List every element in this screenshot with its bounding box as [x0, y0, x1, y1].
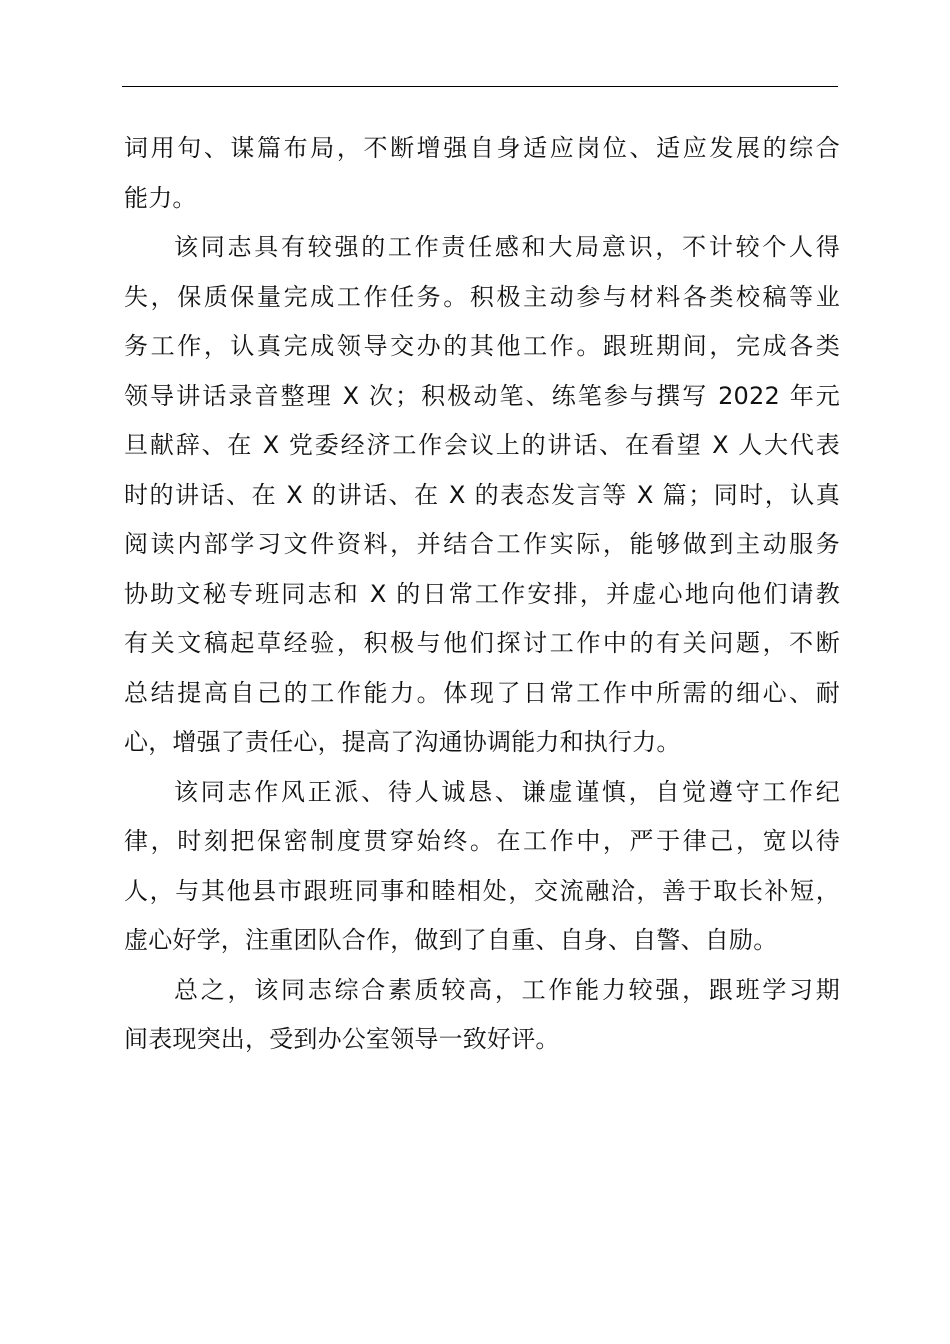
- paragraph-line: 人，与其他县市跟班同事和睦相处，交流融洽，善于取长补短，: [124, 876, 840, 905]
- paragraph-line: 律，时刻把保密制度贯穿始终。在工作中，严于律己，宽以待: [124, 827, 840, 855]
- header-rule: [122, 86, 838, 87]
- paragraph-3: [124, 768, 840, 966]
- paragraph-line: 心，增强了责任心，提高了沟通协调能力和执行力。: [124, 728, 681, 756]
- paragraph-line: 时的讲话、在 X 的讲话、在 X 的表态发言等 X 篇；同时，认真: [124, 480, 840, 509]
- paragraph-line: 词用句、谋篇布局，不断增强自身适应岗位、适应发展的综合: [124, 134, 840, 162]
- paragraph-2: [124, 223, 840, 768]
- paragraph-line: 总之，该同志综合素质较高，工作能力较强，跟班学习期: [174, 975, 840, 1004]
- paragraph-line: 领导讲话录音整理 X 次；积极动笔、练笔参与撰写 2022 年元: [124, 381, 840, 410]
- paragraph-line: 协助文秘专班同志和 X 的日常工作安排，并虚心地向他们请教: [124, 579, 840, 608]
- paragraph-line: 有关文稿起草经验，积极与他们探讨工作中的有关问题，不断: [124, 629, 840, 657]
- document-body: [124, 124, 840, 1065]
- paragraph-line: 该同志具有较强的工作责任感和大局意识，不计较个人得: [174, 233, 840, 261]
- paragraph-line: 该同志作风正派、待人诚恳、谦虚谨慎，自觉遵守工作纪: [174, 777, 840, 806]
- paragraph-line: 间表现突出，受到办公室领导一致好评。: [124, 1025, 560, 1053]
- paragraph-line: 失，保质保量完成工作任务。积极主动参与材料各类校稿等业: [124, 282, 840, 311]
- paragraph-4: [124, 966, 840, 1065]
- paragraph-1: [124, 124, 840, 223]
- paragraph-line: 虚心好学，注重团队合作，做到了自重、自身、自警、自励。: [124, 926, 778, 954]
- paragraph-line: 能力。: [124, 183, 197, 212]
- paragraph-line: 总结提高自己的工作能力。体现了日常工作中所需的细心、耐: [124, 678, 840, 707]
- paragraph-line: 旦献辞、在 X 党委经济工作会议上的讲话、在看望 X 人大代表: [124, 431, 840, 459]
- paragraph-line: 务工作，认真完成领导交办的其他工作。跟班期间，完成各类: [124, 332, 840, 360]
- paragraph-line: 阅读内部学习文件资料，并结合工作实际，能够做到主动服务: [124, 530, 840, 558]
